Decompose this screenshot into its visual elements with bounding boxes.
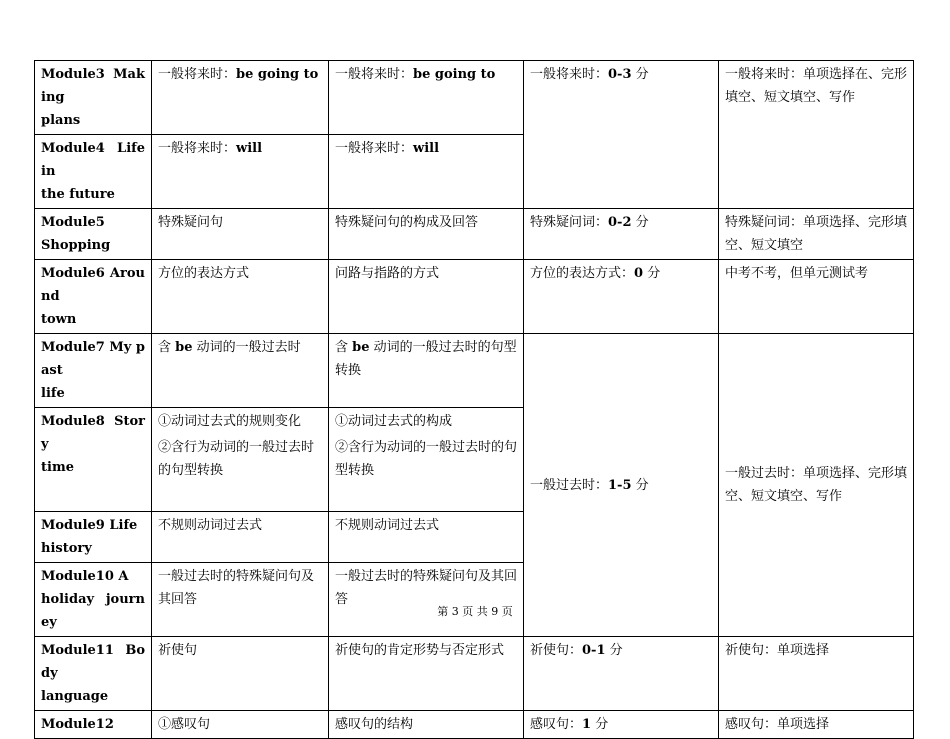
exam-type-cell: 一般过去时：单项选择、完形填空、短文填空、写作 [719, 334, 914, 637]
score-cell: 一般过去时：1-5 分 [524, 334, 719, 637]
page-number: 第 3 页 共 9 页 [437, 605, 513, 618]
grammar-point-cell: 不规则动词过去式 [152, 512, 329, 563]
module-name-cont: time [41, 460, 74, 475]
requirement-cell: 一般过去时的特殊疑问句及其回答 [329, 563, 524, 637]
requirement-cell: 含 be 动词的一般过去时的句型转换 [329, 334, 524, 408]
module-name-cont: Shopping [41, 238, 111, 253]
module-name: Module8 Story [41, 414, 145, 452]
grammar-point-line: ②含行为动词的一般过去时的句型转换 [158, 440, 315, 478]
exam-type-cell: 感叹句：单项选择 [719, 711, 914, 739]
score-cell: 祈使句：0-1 分 [524, 637, 719, 711]
module-name-cont: plans [41, 113, 81, 128]
score-cell: 感叹句：1 分 [524, 711, 719, 739]
requirement-cell: 一般将来时：will [329, 135, 524, 209]
grammar-point-cell: 一般过去时的特殊疑问句及其回答 [152, 563, 329, 637]
grammar-point-cell: 一般将来时：will [152, 135, 329, 209]
exam-type-cell: 一般将来时：单项选择在、完形填空、短文填空、写作 [719, 61, 914, 209]
module-name-cont: town [41, 312, 77, 327]
grammar-point-cell: ①感叹句 [152, 711, 329, 739]
requirement-cell: 祈使句的肯定形势与否定形式 [329, 637, 524, 711]
module-name-cont: holiday journey [41, 592, 145, 630]
requirement-cell: 不规则动词过去式 [329, 512, 524, 563]
table-row [35, 260, 914, 334]
module-cell [35, 563, 152, 637]
table-row [35, 637, 914, 711]
grammar-point-line: ①动词过去式的规则变化 [158, 414, 302, 429]
grammar-point-cell: 方位的表达方式 [152, 260, 329, 334]
requirement-cell: 一般将来时：be going to [329, 61, 524, 135]
module-name: Module4 Life in [41, 141, 145, 179]
module-cell [35, 637, 152, 711]
module-name: Module10 A [41, 569, 129, 584]
module-cell [35, 260, 152, 334]
table-row [35, 209, 914, 260]
module-name: Module9 Life [41, 518, 138, 533]
exam-type-cell: 中考不考，但单元测试考 [719, 260, 914, 334]
module-name: Module5 [41, 215, 105, 230]
module-cell [35, 711, 152, 739]
grammar-point-cell: 含 be 动词的一般过去时 [152, 334, 329, 408]
table-row [35, 711, 914, 739]
score-cell: 方位的表达方式：0 分 [524, 260, 719, 334]
requirement-line: ①动词过去式的构成 [335, 414, 453, 429]
requirement-line: ②含行为动词的一般过去时的句型转换 [335, 440, 518, 478]
module-name: Module6 Around [41, 266, 145, 304]
score-cell: 特殊疑问词：0-2 分 [524, 209, 719, 260]
module-cell [35, 334, 152, 408]
module-name: Module11 Body [41, 643, 145, 681]
module-name: Module7 My past [41, 340, 145, 378]
module-cell [35, 512, 152, 563]
table-row [35, 334, 914, 408]
module-cell [35, 408, 152, 512]
exam-type-cell: 特殊疑问词：单项选择、完形填空、短文填空 [719, 209, 914, 260]
module-cell [35, 135, 152, 209]
module-cell [35, 61, 152, 135]
requirement-cell [329, 408, 524, 512]
grammar-point-cell: 祈使句 [152, 637, 329, 711]
grammar-point-cell: 特殊疑问句 [152, 209, 329, 260]
exam-type-cell: 祈使句：单项选择 [719, 637, 914, 711]
module-name: Module3 Making [41, 67, 145, 105]
score-cell: 一般将来时：0-3 分 [524, 61, 719, 209]
module-name-cont: history [41, 541, 92, 556]
grammar-point-cell [152, 408, 329, 512]
table-row [35, 61, 914, 135]
syllabus-table [34, 60, 914, 739]
requirement-cell: 感叹句的结构 [329, 711, 524, 739]
module-name-cont: the future [41, 187, 115, 202]
module-name-cont: life [41, 386, 65, 401]
grammar-point-cell: 一般将来时：be going to [152, 61, 329, 135]
requirement-cell: 特殊疑问句的构成及回答 [329, 209, 524, 260]
module-name: Module12 [41, 717, 114, 732]
requirement-cell: 问路与指路的方式 [329, 260, 524, 334]
module-cell [35, 209, 152, 260]
module-name-cont: language [41, 689, 109, 704]
